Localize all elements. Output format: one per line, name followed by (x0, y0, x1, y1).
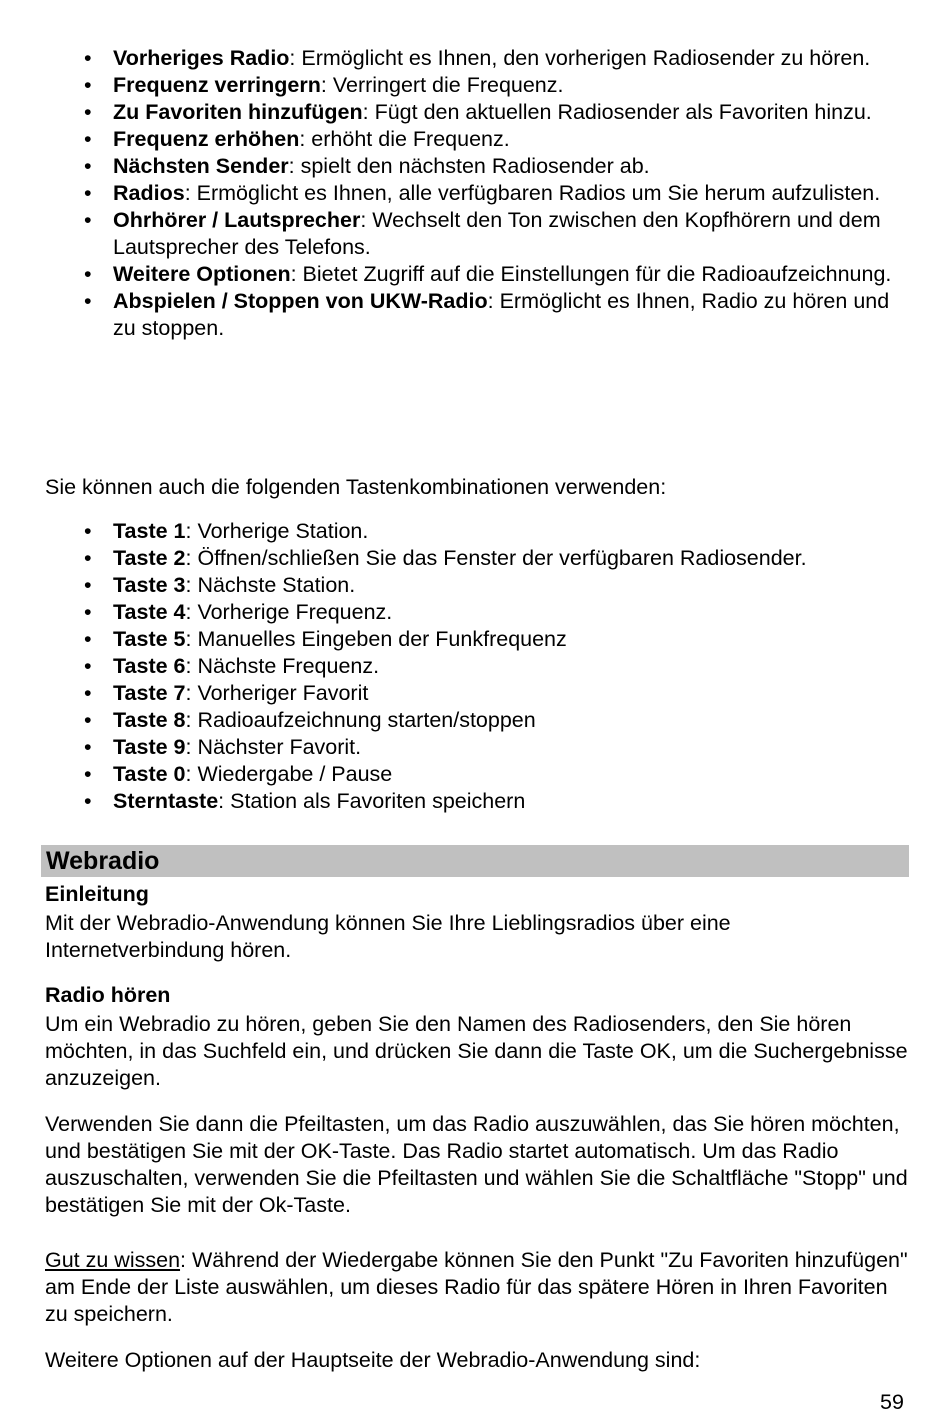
bullet: • (84, 262, 92, 286)
bullet: • (84, 789, 92, 813)
radio-controls-list (0, 45, 910, 342)
list-item (0, 734, 910, 761)
item-term: Sterntaste (113, 789, 219, 813)
list-item (0, 626, 910, 653)
item-term: Frequenz erhöhen (113, 127, 300, 151)
item-term: Taste 0 (113, 762, 186, 786)
bullet: • (84, 627, 92, 651)
bullet: • (84, 762, 92, 786)
bullet: • (84, 735, 92, 759)
einleitung-heading: Einleitung (45, 882, 149, 906)
section-header-bar (41, 845, 909, 877)
list-item (0, 788, 910, 815)
list-item (0, 518, 910, 545)
list-item (0, 153, 910, 180)
item-term: Taste 6 (113, 654, 186, 678)
item-term: Radios (113, 181, 185, 205)
item-desc: : Nächste Frequenz. (185, 654, 380, 678)
item-desc: : Bietet Zugriff auf die Einstellungen für die Radioaufzeichnung. (290, 262, 892, 286)
bullet: • (84, 46, 92, 70)
item-term: Taste 3 (113, 573, 186, 597)
list-item (0, 72, 910, 99)
item-term: Nächsten Sender (113, 154, 289, 178)
item-desc: : Nächste Station. (185, 573, 356, 597)
list-item (0, 288, 910, 342)
tip-text: : Während der Wiedergabe können Sie den Punkt "Zu Favoriten hinzufügen" am Ende der Liste auswählen, um dieses Radio für das spätere Hören in Ihren Favoriten zu speichern. (45, 1248, 908, 1326)
item-desc: : Wiedergabe / Pause (185, 762, 393, 786)
list-item (0, 261, 910, 288)
item-term: Abspielen / Stoppen von UKW-Radio (113, 289, 488, 313)
item-desc: : Vorherige Station. (185, 519, 369, 543)
item-desc: : Vorherige Frequenz. (185, 600, 393, 624)
item-desc: : erhöht die Frequenz. (299, 127, 510, 151)
item-desc: : Ermöglicht es Ihnen, alle verfügbaren Radios um Sie herum aufzulisten. (184, 181, 881, 205)
list-item (0, 545, 910, 572)
item-term: Taste 5 (113, 627, 186, 651)
item-term: Frequenz verringern (113, 73, 321, 97)
item-desc: : Verringert die Frequenz. (320, 73, 564, 97)
section-title: Webradio (46, 847, 160, 875)
bullet: • (84, 519, 92, 543)
bullet: • (84, 73, 92, 97)
list-item (0, 207, 910, 261)
bullet: • (84, 654, 92, 678)
item-term: Taste 7 (113, 681, 186, 705)
list-item (0, 180, 910, 207)
item-desc: : Fügt den aktuellen Radiosender als Favoriten hinzu. (362, 100, 872, 124)
item-desc: : Öffnen/schließen Sie das Fenster der verfügbaren Radiosender. (185, 546, 807, 570)
list-item (0, 45, 910, 72)
list-item (0, 761, 910, 788)
radio-hoeren-heading: Radio hören (45, 983, 171, 1007)
bullet: • (84, 708, 92, 732)
einleitung-text: Mit der Webradio-Anwendung können Sie Ihre Lieblingsradios über eine Internetverbindung hören. (45, 911, 731, 962)
bullet: • (84, 681, 92, 705)
item-desc: : Nächster Favorit. (185, 735, 362, 759)
radio-hoeren-text-2: Verwenden Sie dann die Pfeiltasten, um das Radio auszuwählen, das Sie hören möchten, und bestätigen Sie mit der OK-Taste. Das Radio startet automatisch. Um das Radio auszuschalten, verwenden Sie die Pfeiltasten und wählen Sie die Schaltfläche "Stopp" und bestätigen Sie mit der Ok-Taste. (45, 1112, 908, 1217)
item-desc: : Ermöglicht es Ihnen, den vorherigen Radiosender zu hören. (289, 46, 871, 70)
tip-paragraph (45, 1247, 915, 1328)
shortcuts-intro: Sie können auch die folgenden Tastenkombinationen verwenden: (45, 475, 667, 499)
item-term: Taste 9 (113, 735, 186, 759)
bullet: • (84, 100, 92, 124)
list-item (0, 572, 910, 599)
list-item (0, 707, 910, 734)
bullet: • (84, 208, 92, 232)
item-term: Vorheriges Radio (113, 46, 290, 70)
item-term: Taste 4 (113, 600, 186, 624)
item-desc: : spielt den nächsten Radiosender ab. (288, 154, 650, 178)
item-desc: : Station als Favoriten speichern (218, 789, 526, 813)
item-desc: : Wechselt den Ton zwischen den Kopfhörern und dem Lautsprecher des Telefons. (113, 208, 881, 259)
bullet: • (84, 546, 92, 570)
item-desc: : Ermöglicht es Ihnen, Radio zu hören und zu stoppen. (113, 289, 890, 340)
item-term: Ohrhörer / Lautsprecher (113, 208, 361, 232)
bullet: • (84, 181, 92, 205)
item-desc: : Radioaufzeichnung starten/stoppen (185, 708, 536, 732)
list-item (0, 680, 910, 707)
bullet: • (84, 127, 92, 151)
item-term: Zu Favoriten hinzufügen (113, 100, 363, 124)
page-number: 59 (880, 1390, 904, 1414)
tip-label: Gut zu wissen (45, 1248, 181, 1272)
bullet: • (84, 600, 92, 624)
list-item (0, 126, 910, 153)
list-item (0, 653, 910, 680)
radio-hoeren-text-1: Um ein Webradio zu hören, geben Sie den Namen des Radiosenders, den Sie hören möchten, in das Suchfeld ein, und drücken Sie dann die Taste OK, um die Suchergebnisse anzuzeigen. (45, 1012, 908, 1090)
item-term: Taste 1 (113, 519, 186, 543)
item-term: Weitere Optionen (113, 262, 291, 286)
bullet: • (84, 573, 92, 597)
item-desc: : Manuelles Eingeben der Funkfrequenz (185, 627, 567, 651)
list-item (0, 599, 910, 626)
item-term: Taste 2 (113, 546, 186, 570)
item-desc: : Vorheriger Favorit (185, 681, 369, 705)
key-shortcuts-list (0, 518, 910, 815)
bullet: • (84, 289, 92, 313)
bullet: • (84, 154, 92, 178)
item-term: Taste 8 (113, 708, 186, 732)
list-item (0, 99, 910, 126)
more-options-text: Weitere Optionen auf der Hauptseite der Webradio-Anwendung sind: (45, 1348, 701, 1372)
